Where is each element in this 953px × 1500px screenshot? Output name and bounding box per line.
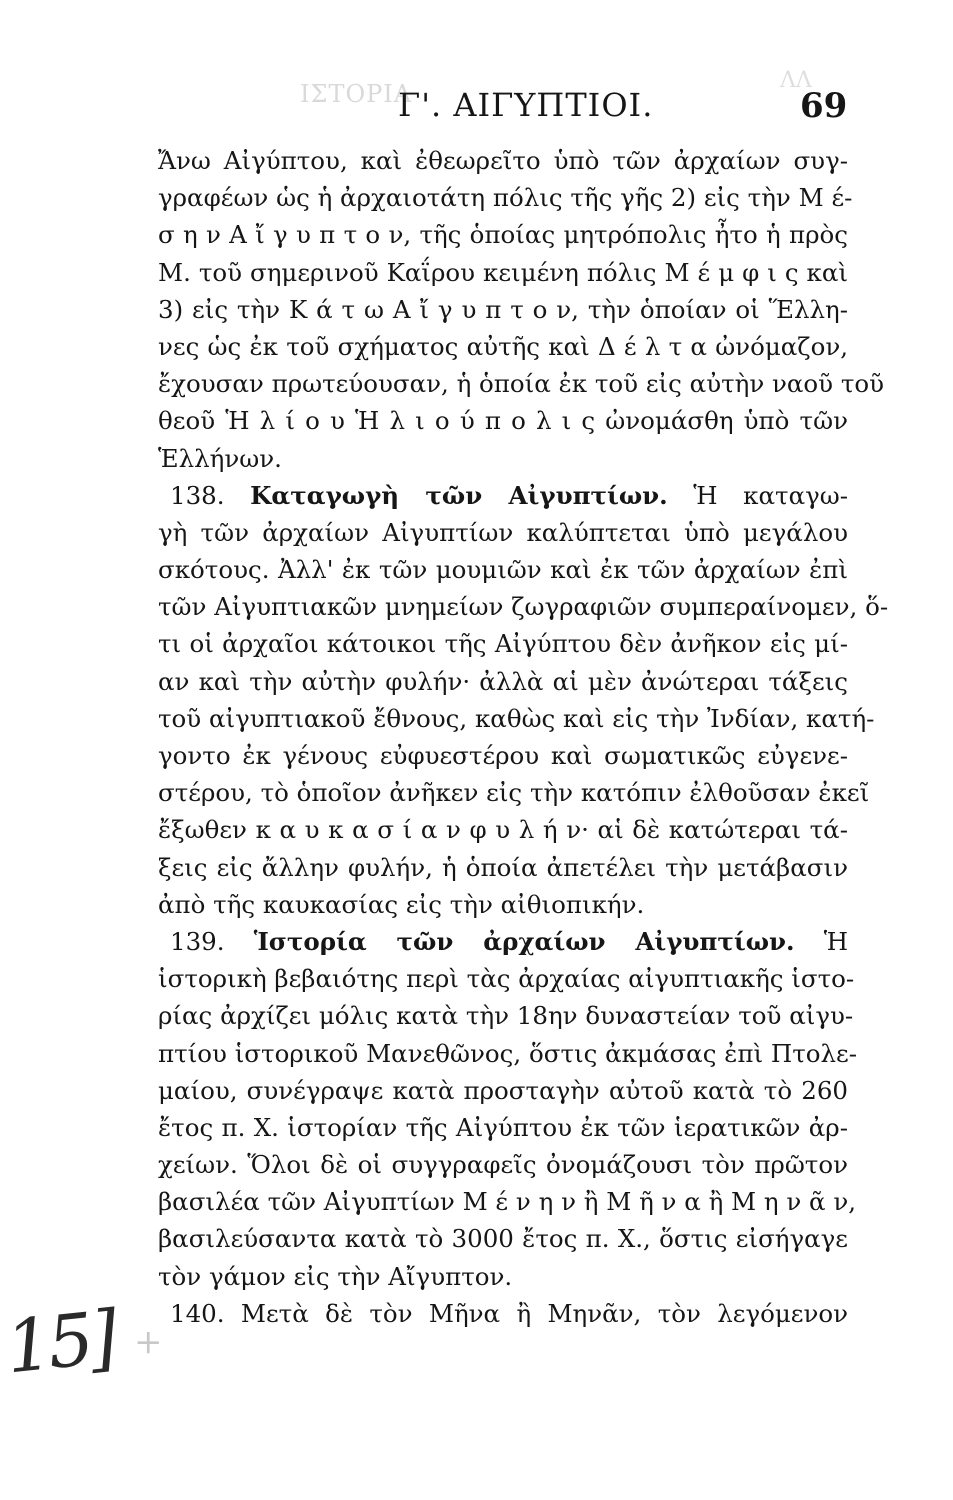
section-first-line-rest: Ἡ [823,926,848,956]
handwritten-margin-note: 15] [1,1294,118,1390]
text-line: γοντο ἐκ γένους εὐφυεστέρου καὶ σωματικῶς εὐγενε- [158,741,848,770]
section-number: 140. [170,1298,225,1328]
running-header: Γ'. ΑΙΓΥΠΤΙΟΙ. [398,86,654,124]
text-line: Ἑλλήνων. [158,443,282,473]
text-line: ἔτος π. Χ. ἱστορίαν τῆς Αἰγύπτου ἐκ τῶν ἱερατικῶν ἀρ- [158,1112,848,1142]
text-line: θεοῦ Ἡ λ ί ο υ Ἡ λ ι ο ύ π ο λ ι ς ὠνομάσθη ὑπὸ τῶν [158,406,848,436]
bleed-through-text-right: ΛΛ [780,68,812,93]
section-139-first-line [158,923,848,960]
text-line: γραφέων ὡς ἡ ἀρχαιοτάτη πόλις τῆς γῆς 2) εἰς τὴν Μ έ- [158,183,853,213]
text-line: αν καὶ τὴν αὐτὴν φυλήν· ἀλλὰ αἱ μὲν ἀνώτεραι τάξεις [158,666,848,696]
section-number: 139. [170,926,225,956]
text-line: βασιλέα τῶν Αἰγυπτίων Μ έ ν η ν ἢ Μ ῆ ν α ἢ Μ η ν ᾶ ν, [158,1187,857,1217]
text-line: γὴ τῶν ἀρχαίων Αἰγυπτίων καλύπτεται ὑπὸ μεγάλου [158,517,848,547]
body-text [158,142,889,1332]
text-line: τοῦ αἰγυπτιακοῦ ἔθνους, καθὼς καὶ εἰς τὴν Ἰνδίαν, κατή- [158,703,875,733]
text-line: ξεις εἰς ἄλλην φυλήν, ἡ ὁποία ἀπετέλει τὴν μετάβασιν [158,852,848,882]
section-heading: Ἱστορία τῶν ἀρχαίων Αἰγυπτίων. [253,926,795,956]
text-line: πτίου ἱστορικοῦ Μανεθῶνος, ὅστις ἀκμάσας ἐπὶ Πτολε- [158,1038,858,1068]
text-line: Μ. τοῦ σημερινοῦ Καΐρου κειμένη πόλις Μ έ μ φ ι ς καὶ [158,257,848,287]
page-number: 69 [800,86,848,126]
text-line: βασιλεύσαντα κατὰ τὸ 3000 ἔτος π. Χ., ὅστις εἰσήγαγε [158,1224,848,1254]
section-first-line-rest: Ἡ καταγω- [693,480,849,510]
text-line: σκότους. Ἀλλ' ἐκ τῶν μουμιῶν καὶ ἐκ τῶν ἀρχαίων ἐπὶ [158,555,848,585]
text-line: τὸν γάμον εἰς τὴν Αἴγυπτον. [158,1261,513,1291]
text-line: ἔξωθεν κ α υ κ α σ ί α ν φ υ λ ή ν· αἱ δὲ κατώτεραι τά- [158,815,848,845]
text-line: ἱστορικὴ βεβαιότης περὶ τὰς ἀρχαίας αἰγυπτιακῆς ἱστο- [158,964,855,994]
text-line: ρίας ἀρχίζει μόλις κατὰ τὴν 18ην δυναστείαν τοῦ αἰγυ- [158,1001,854,1031]
section-text: Μετὰ δὲ τὸν Μῆνα ἢ Μηνᾶν, τὸν λεγόμενον [240,1298,848,1328]
text-line: νες ὡς ἐκ τοῦ σχήματος αὐτῆς καὶ Δ έ λ τ α ὠνόμαζον, [158,331,848,361]
margin-plus-mark: + [134,1322,163,1362]
text-line: ἀπὸ τῆς καυκασίας εἰς τὴν αἰθιοπικήν. [158,889,645,919]
text-line: τι οἱ ἀρχαῖοι κάτοικοι τῆς Αἰγύπτου δὲν ἀνῆκον εἰς μί- [158,629,848,659]
section-number: 138. [170,480,225,510]
bleed-through-text: ΙΣΤΟΡΙΑ [300,80,413,108]
text-line: 3) εἰς τὴν Κ ά τ ω Α ἴ γ υ π τ ο ν, τὴν ὁποίαν οἱ Ἕλλη- [158,294,848,324]
text-line: ἔχουσαν πρωτεύουσαν, ἡ ὁποία ἐκ τοῦ εἰς αὐτὴν ναοῦ τοῦ [158,369,885,399]
text-line: μαίου, συνέγραψε κατὰ προσταγὴν αὐτοῦ κατὰ τὸ 260 [158,1075,848,1105]
text-line: χείων. Ὅλοι δὲ οἱ συγγραφεῖς ὀνομάζουσι τὸν πρῶτον [158,1150,848,1180]
text-line: τῶν Αἰγυπτιακῶν μνημείων ζωγραφιῶν συμπεραίνομεν, ὅ- [158,592,889,622]
section-heading: Καταγωγὴ τῶν Αἰγυπτίων. [250,480,668,510]
text-line: σ η ν Α ἴ γ υ π τ ο ν, τῆς ὁποίας μητρόπολις ἦτο ἡ πρὸς [158,220,848,250]
text-line: στέρου, τὸ ὁποῖον ἀνῆκεν εἰς τὴν κατόπιν ἐλθοῦσαν ἐκεῖ [158,778,870,808]
text-line: Ἄνω Αἰγύπτου, καὶ ἐθεωρεῖτο ὑπὸ τῶν ἀρχαίων συγ- [158,146,848,175]
section-138-first-line [158,477,848,514]
section-140-first-line [158,1295,848,1332]
